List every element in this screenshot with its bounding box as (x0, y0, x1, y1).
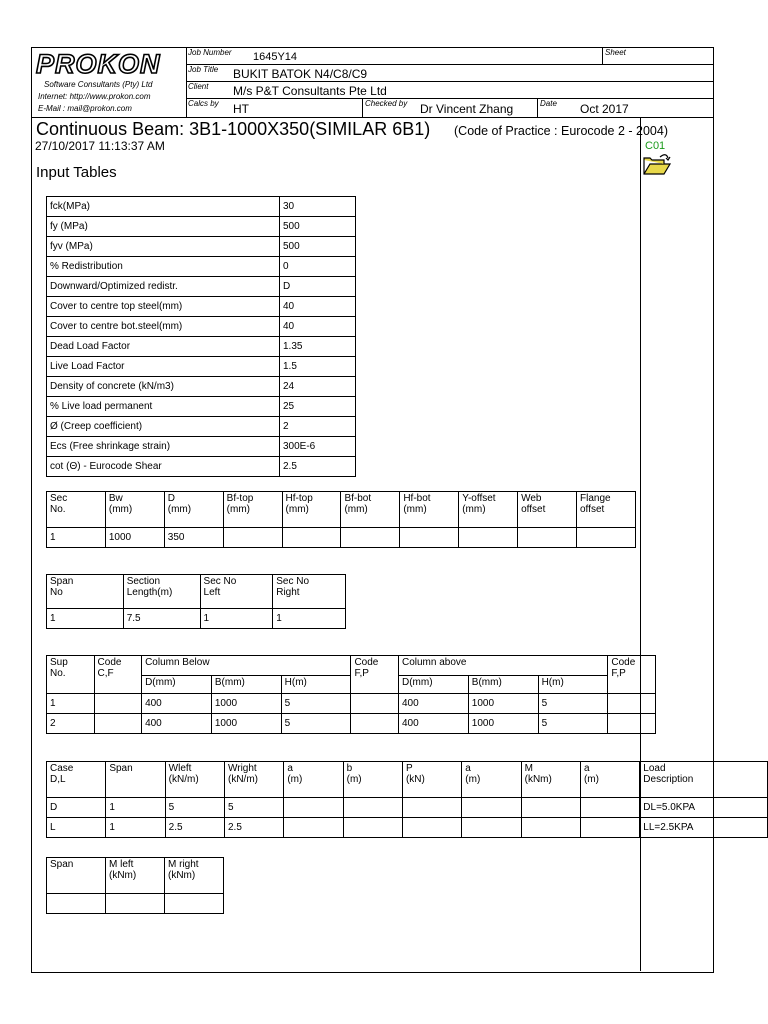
header-divider (186, 47, 187, 117)
table-cell: 350 (164, 528, 223, 548)
job-title-label: Job Title (188, 65, 219, 74)
job-number-label: Job Number (188, 48, 232, 57)
table-cell: 1000 (468, 714, 538, 734)
table-cell: 400 (142, 694, 212, 714)
table-cell (94, 714, 142, 734)
column-header: Code C,F (94, 656, 142, 694)
table-cell (282, 528, 341, 548)
date-label: Date (540, 99, 557, 108)
table-row (47, 297, 356, 317)
column-header: M left (kNm) (106, 858, 165, 894)
column-header: Flange offset (577, 492, 636, 528)
column-subheader: B(mm) (468, 676, 538, 694)
column-header: Web offset (518, 492, 577, 528)
table-cell: 1 (47, 609, 124, 629)
table-cell (402, 818, 461, 838)
input-label: Ø (Creep coefficient) (47, 417, 280, 437)
code-of-practice: (Code of Practice : Eurocode 2 - 2004) (454, 124, 669, 138)
moments-table (46, 857, 224, 914)
column-header: Code F,P (351, 656, 399, 694)
column-header: Wright (kN/m) (224, 762, 283, 798)
checked-by-label: Checked by (365, 99, 408, 108)
table-row (47, 357, 356, 377)
input-value: 40 (280, 297, 356, 317)
column-header: Bf-bot (mm) (341, 492, 400, 528)
table-header-row (47, 656, 656, 676)
table-cell: 1 (200, 609, 273, 629)
table-cell: 400 (398, 694, 468, 714)
input-value: 2 (280, 417, 356, 437)
margin-column-line (640, 118, 641, 971)
table-cell: 1000 (211, 694, 281, 714)
input-value: 1.5 (280, 357, 356, 377)
header-rule-2 (186, 81, 713, 82)
c01-label: C01 (645, 140, 666, 152)
column-header: Sup No. (47, 656, 95, 694)
table-cell: 1 (47, 528, 106, 548)
table-cell: 400 (398, 714, 468, 734)
table-cell (521, 798, 580, 818)
column-subheader: D(mm) (398, 676, 468, 694)
column-subheader: B(mm) (211, 676, 281, 694)
input-value: 1.35 (280, 337, 356, 357)
input-value: 30 (280, 197, 356, 217)
table-row (47, 237, 356, 257)
table-header-row (47, 575, 346, 609)
column-header: Y-offset (mm) (459, 492, 518, 528)
timestamp: 27/10/2017 11:13:37 AM (35, 139, 165, 153)
table-row (47, 277, 356, 297)
input-label: Ecs (Free shrinkage strain) (47, 437, 280, 457)
input-label: Dead Load Factor (47, 337, 280, 357)
column-header: b (m) (343, 762, 402, 798)
calcs-by-value: HT (233, 102, 249, 116)
date-value: Oct 2017 (580, 102, 629, 116)
column-header: Sec No Left (200, 575, 273, 609)
input-label: fy (MPa) (47, 217, 280, 237)
table-cell (518, 528, 577, 548)
input-label: Cover to centre bot.steel(mm) (47, 317, 280, 337)
sheet-label: Sheet (605, 48, 626, 57)
checked-by-value: Dr Vincent Zhang (420, 102, 514, 116)
column-header: Section Length(m) (123, 575, 200, 609)
table-cell: D (47, 798, 106, 818)
table-cell: 2.5 (224, 818, 283, 838)
input-value: 25 (280, 397, 356, 417)
column-header: Span (47, 858, 106, 894)
table-cell (223, 528, 282, 548)
table-cell: 1 (106, 818, 165, 838)
table-cell: 1000 (468, 694, 538, 714)
input-value: 0 (280, 257, 356, 277)
table-row (47, 694, 656, 714)
table-cell (521, 818, 580, 838)
column-header: Column above (398, 656, 607, 676)
job-title-value: BUKIT BATOK N4/C8/C9 (233, 67, 368, 81)
column-header: Case D,L (47, 762, 106, 798)
input-label: Downward/Optimized redistr. (47, 277, 280, 297)
table-cell: 400 (142, 714, 212, 734)
column-header: P (kN) (402, 762, 461, 798)
table-cell: 5 (281, 714, 351, 734)
table-row (47, 217, 356, 237)
spans-table (46, 574, 346, 629)
document-title: Continuous Beam: 3B1-1000X350(SIMILAR 6B1) (36, 119, 431, 139)
header-rule-3 (186, 98, 713, 99)
table-row (47, 609, 346, 629)
date-divider (537, 98, 538, 117)
table-cell (580, 818, 639, 838)
table-cell (462, 818, 521, 838)
column-subheader: H(m) (538, 676, 608, 694)
input-value: 24 (280, 377, 356, 397)
table-cell (580, 798, 639, 818)
table-cell: 5 (224, 798, 283, 818)
input-label: Density of concrete (kN/m3) (47, 377, 280, 397)
column-header: Wleft (kN/m) (165, 762, 224, 798)
table-row (47, 457, 356, 477)
column-header: a (m) (284, 762, 343, 798)
table-cell: 5 (281, 694, 351, 714)
table-row (47, 337, 356, 357)
input-value: 500 (280, 217, 356, 237)
table-cell (343, 798, 402, 818)
header-rule-1 (186, 64, 713, 65)
table-row (47, 197, 356, 217)
column-header: a (m) (580, 762, 639, 798)
table-cell: 5 (165, 798, 224, 818)
job-number-value: 1645Y14 (253, 51, 298, 63)
table-cell: 5 (538, 714, 608, 734)
client-value: M/s P&T Consultants Pte Ltd (233, 84, 387, 98)
table-cell: L (47, 818, 106, 838)
table-cell: 1000 (211, 714, 281, 734)
table-cell (459, 528, 518, 548)
table-row (47, 317, 356, 337)
sections-table (46, 491, 636, 548)
checked-divider (362, 98, 363, 117)
table-cell: 1 (273, 609, 346, 629)
table-cell (577, 528, 636, 548)
table-cell (341, 528, 400, 548)
table-row (47, 818, 768, 838)
column-header: D (mm) (164, 492, 223, 528)
column-header: Bw (mm) (105, 492, 164, 528)
table-row (47, 417, 356, 437)
table-header-row (47, 762, 768, 798)
table-cell (284, 818, 343, 838)
input-label: % Redistribution (47, 257, 280, 277)
sheet-divider (602, 47, 603, 64)
column-header: Code F,P (608, 656, 656, 694)
table-cell (47, 894, 106, 914)
table-row (47, 377, 356, 397)
input-label: fyv (MPa) (47, 237, 280, 257)
column-header: Span (106, 762, 165, 798)
table-row (47, 437, 356, 457)
table-row (47, 714, 656, 734)
column-header: Sec No Right (273, 575, 346, 609)
table-cell: 1 (47, 694, 95, 714)
table-row (47, 528, 636, 548)
column-header: Hf-bot (mm) (400, 492, 459, 528)
input-value: 40 (280, 317, 356, 337)
table-cell: 1000 (105, 528, 164, 548)
table-cell (343, 818, 402, 838)
column-header: a (m) (462, 762, 521, 798)
supports-table (46, 655, 656, 734)
input-label: Live Load Factor (47, 357, 280, 377)
table-cell (402, 798, 461, 818)
column-header: Column Below (142, 656, 351, 676)
loads-table (46, 761, 768, 838)
client-label: Client (188, 82, 209, 91)
input-tables-heading: Input Tables (36, 164, 117, 181)
column-subheader: H(m) (281, 676, 351, 694)
column-header: M (kNm) (521, 762, 580, 798)
input-label: fck(MPa) (47, 197, 280, 217)
table-row (47, 798, 768, 818)
table-cell: 2.5 (165, 818, 224, 838)
column-header: M right (kNm) (165, 858, 224, 894)
table-cell (400, 528, 459, 548)
table-cell (106, 894, 165, 914)
open-folder-icon[interactable] (642, 152, 672, 176)
table-header-row (47, 492, 636, 528)
column-header: Load Description (640, 762, 768, 798)
table-cell (351, 714, 399, 734)
column-header: Bf-top (mm) (223, 492, 282, 528)
input-label: Cover to centre top steel(mm) (47, 297, 280, 317)
table-cell (284, 798, 343, 818)
table-cell: DL=5.0KPA (640, 798, 768, 818)
table-cell: 1 (106, 798, 165, 818)
table-cell: LL=2.5KPA (640, 818, 768, 838)
input-value: 300E-6 (280, 437, 356, 457)
table-cell (165, 894, 224, 914)
table-cell: 2 (47, 714, 95, 734)
table-cell (94, 694, 142, 714)
column-header: Hf-top (mm) (282, 492, 341, 528)
table-row (47, 397, 356, 417)
table-cell (608, 694, 656, 714)
column-subheader: D(mm) (142, 676, 212, 694)
table-cell: 7.5 (123, 609, 200, 629)
table-cell: 5 (538, 694, 608, 714)
input-label: % Live load permanent (47, 397, 280, 417)
header-rule-4 (31, 117, 713, 118)
table-row (47, 894, 224, 914)
table-row (47, 257, 356, 277)
prokon-logo: PROKON (36, 49, 161, 79)
company-email: E-Mail : mail@prokon.com (38, 104, 132, 113)
column-header: Sec No. (47, 492, 106, 528)
input-parameters-table (46, 196, 356, 477)
table-cell (608, 714, 656, 734)
input-value: D (280, 277, 356, 297)
input-value: 2.5 (280, 457, 356, 477)
input-value: 500 (280, 237, 356, 257)
calcs-by-label: Calcs by (188, 99, 219, 108)
table-cell (462, 798, 521, 818)
input-label: cot (Θ) - Eurocode Shear (47, 457, 280, 477)
table-header-row (47, 858, 224, 894)
company-name: Software Consultants (Pty) Ltd (44, 80, 153, 89)
column-header: Span No (47, 575, 124, 609)
company-internet: Internet: http://www.prokon.com (38, 92, 151, 101)
table-cell (351, 694, 399, 714)
